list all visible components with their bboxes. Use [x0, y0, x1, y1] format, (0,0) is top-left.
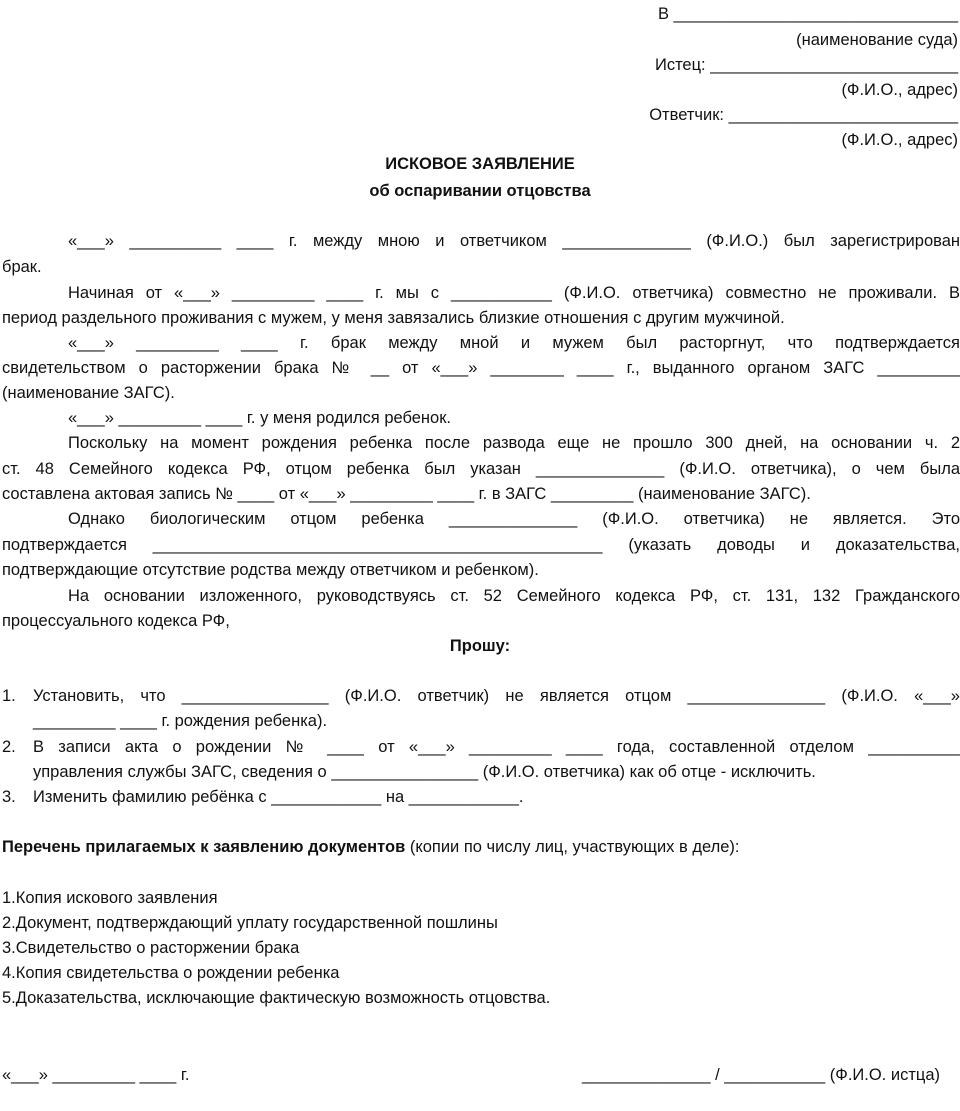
plaintiff-line: Истец: ___________________________	[654, 56, 958, 74]
attachment-item: 3.Свидетельство о расторжении брака	[2, 939, 300, 957]
request-item-1-line-2: _________ ____ г. рождения ребенка).	[33, 712, 328, 730]
paragraph-4-line-1: «___» _________ ____ г. у меня родился ребенок.	[68, 409, 452, 427]
attachment-item: 1.Копия искового заявления	[2, 889, 218, 907]
request-heading: Прошу:	[449, 637, 511, 655]
defendant-caption: (Ф.И.О., адрес)	[841, 131, 958, 149]
attachment-item: 4.Копия свидетельства о рождении ребенка	[2, 964, 340, 982]
paragraph-3-line-1: «___» _________ ____ г. брак между мной и мужем был расторгнут, что подтверждается	[68, 334, 960, 352]
paragraph-2-line-2: период раздельного проживания с мужем, у меня завязались близкие отношения с другим мужчиной.	[2, 309, 785, 327]
footer-date: «___» _________ ____ г.	[2, 1066, 190, 1084]
attachments-heading-rest: (копии по числу лиц, участвующих в деле):	[405, 838, 740, 856]
court-line: В _______________________________	[657, 5, 958, 23]
attachments-heading	[2, 837, 740, 857]
request-item-2-line-2: управления службы ЗАГС, сведения о ________________ (Ф.И.О. ответчика) как об отце - исключить.	[33, 763, 816, 781]
document-title: ИСКОВОЕ ЗАЯВЛЕНИЕ	[385, 155, 575, 173]
paragraph-1-line-2: брак.	[2, 258, 42, 276]
paragraph-7-line-1: На основании изложенного, руководствуясь ст. 52 Семейного кодекса РФ, ст. 131, 132 Гражданского	[68, 587, 960, 605]
request-item-number: 1.	[2, 687, 16, 705]
paragraph-3-line-3: (наименование ЗАГС).	[2, 384, 175, 402]
request-item-1-line-1: Установить, что ________________ (Ф.И.О. ответчик) не является отцом _______________ (Ф.И.О. «___»	[33, 687, 960, 705]
paragraph-6-line-3: подтверждающие отсутствие родства между ответчиком и ребенком).	[2, 561, 539, 579]
request-item-number: 2.	[2, 738, 16, 756]
request-item-2-line-1: В записи акта о рождении № ____ от «___» _________ ____ года, составленной отделом __________	[33, 738, 960, 756]
paragraph-6-line-2: подтверждается _________________________________________________ (указать доводы и доказательства,	[2, 536, 960, 554]
defendant-line: Ответчик: _________________________	[649, 106, 958, 124]
attachment-item: 5.Доказательства, исключающие фактическую возможность отцовства.	[2, 989, 551, 1007]
request-item-number: 3.	[2, 788, 16, 806]
paragraph-2-line-1: Начиная от «___» _________ ____ г. мы с ___________ (Ф.И.О. ответчика) совместно не проживали. В	[68, 284, 960, 302]
footer-signature: ______________ / ___________ (Ф.И.О. истца)	[582, 1066, 940, 1084]
paragraph-5-line-3: составлена актовая запись № ____ от «___» _________ ____ г. в ЗАГС _________ (наименование ЗАГС).	[2, 485, 811, 503]
document-subtitle: об оспаривании отцовства	[369, 182, 591, 200]
plaintiff-caption: (Ф.И.О., адрес)	[841, 81, 958, 99]
paragraph-6-line-1: Однако биологическим отцом ребенка ______________ (Ф.И.О. ответчика) не является. Это	[68, 510, 960, 528]
request-item-3-line-1: Изменить фамилию ребёнка с ____________ на ____________.	[33, 788, 524, 806]
paragraph-1-line-1: «___» __________ ____ г. между мною и ответчиком ______________ (Ф.И.О.) был зарегистрирован	[68, 232, 960, 250]
paragraph-5-line-2: ст. 48 Семейного кодекса РФ, отцом ребенка был указан ______________ (Ф.И.О. ответчика), о чем была	[2, 460, 960, 478]
paragraph-3-line-2: свидетельством о расторжении брака № __ от «___» ________ ____ г., выданного органом ЗАГС _________	[2, 359, 960, 377]
attachment-item: 2.Документ, подтверждающий уплату государственной пошлины	[2, 914, 498, 932]
paragraph-7-line-2: процессуального кодекса РФ,	[2, 612, 230, 630]
attachments-heading-bold: Перечень прилагаемых к заявлению документов	[2, 838, 406, 856]
court-caption: (наименование суда)	[796, 31, 958, 49]
paragraph-5-line-1: Поскольку на момент рождения ребенка после развода еще не прошло 300 дней, на основании ч. 2	[68, 434, 960, 452]
